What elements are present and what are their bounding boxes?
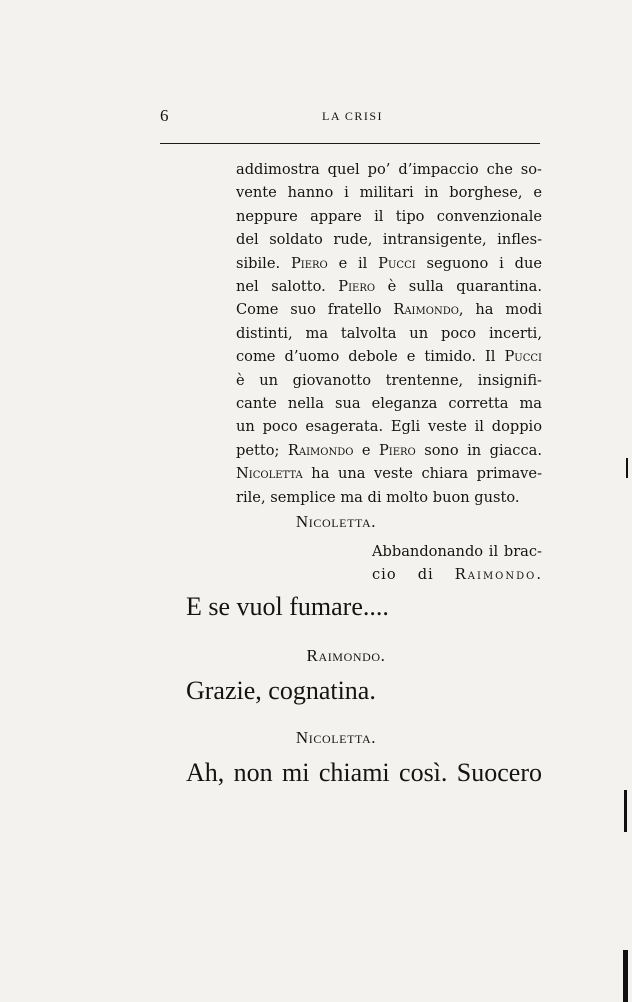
speaker-nicoletta-2: Nicoletta. [295, 728, 377, 747]
speech-line-3: Ah, non mi chiami così. Suocero [186, 758, 542, 787]
stage-text: addimostra quel po’ d’impaccio che so- [236, 161, 542, 178]
stage-text: è un giovanotto trentenne, insignifi- [236, 371, 542, 389]
stage-text: distinti, ma talvolta un poco incerti, [236, 324, 542, 342]
stage-text: e il [327, 254, 379, 272]
stage-line [236, 228, 542, 251]
direction-name-raimondo: Raimondo [454, 566, 537, 583]
stage-text: come d’uomo debole e timido. Il [236, 348, 505, 366]
stage-text: Come suo fratello [236, 301, 394, 319]
character-name: Nicoletta [236, 465, 303, 483]
stage-text: neppure appare il tipo convenzionale [236, 207, 542, 225]
character-name: Pucci [504, 348, 542, 366]
stage-text: , ha modi [458, 301, 542, 319]
character-name: Raimondo [393, 301, 459, 319]
stage-text: seguono i due [415, 254, 543, 272]
scan-edge-mark [624, 790, 627, 832]
stage-direction-paragraph [236, 158, 542, 509]
character-name: Piero [338, 278, 376, 296]
stage-text: sono in giacca. [415, 441, 542, 459]
direction-line-2-prefix: cio di [372, 566, 455, 583]
stage-line [236, 205, 542, 228]
character-name: Piero [378, 441, 416, 459]
page-number: 6 [160, 106, 169, 125]
stage-text: è sulla quarantina. [375, 278, 542, 296]
stage-text: sibile. [236, 254, 291, 272]
stage-line [236, 181, 542, 204]
speech-line-1: E se vuol fumare.... [186, 592, 389, 621]
stage-line [236, 345, 542, 368]
stage-text: nel salotto. [236, 278, 339, 296]
stage-line [236, 252, 542, 275]
speech-line-2: Grazie, cognatina. [186, 676, 376, 705]
stage-line [236, 298, 542, 321]
stage-line [236, 322, 542, 345]
speaker-raimondo: Raimondo. [306, 646, 386, 665]
stage-line [236, 486, 542, 509]
running-title: LA CRISI [322, 109, 384, 123]
stage-line [236, 462, 542, 485]
stage-text: ha una veste chiara primave- [302, 465, 542, 483]
stage-text: petto; [236, 441, 288, 459]
direction-line-2-suffix: . [536, 566, 542, 583]
header-rule [160, 143, 540, 144]
character-name: Pucci [378, 254, 416, 272]
stage-line [236, 439, 542, 462]
stage-text: e [353, 441, 379, 459]
scan-edge-mark [626, 458, 628, 478]
stage-text: un poco esagerata. Egli veste il doppio [236, 418, 542, 436]
direction-line-1: Abbandonando il brac- [372, 543, 542, 560]
stage-line [236, 275, 542, 298]
character-name: Raimondo [287, 441, 354, 459]
stage-text: cante nella sua eleganza corretta ma [236, 395, 542, 413]
character-name: Piero [290, 254, 328, 272]
speaker-nicoletta: Nicoletta. [295, 512, 377, 531]
stage-line [236, 392, 542, 415]
stage-direction-short [372, 540, 542, 586]
direction-line-2 [372, 563, 542, 586]
stage-text: rile, semplice ma di molto buon gusto. [236, 488, 520, 506]
stage-line [236, 415, 542, 438]
stage-text: del soldato rude, intransigente, infles- [236, 231, 542, 249]
stage-text: vente hanno i militari in borghese, e [236, 184, 542, 202]
stage-line [236, 369, 542, 392]
stage-line [236, 158, 542, 181]
scan-edge-mark [623, 950, 628, 1002]
